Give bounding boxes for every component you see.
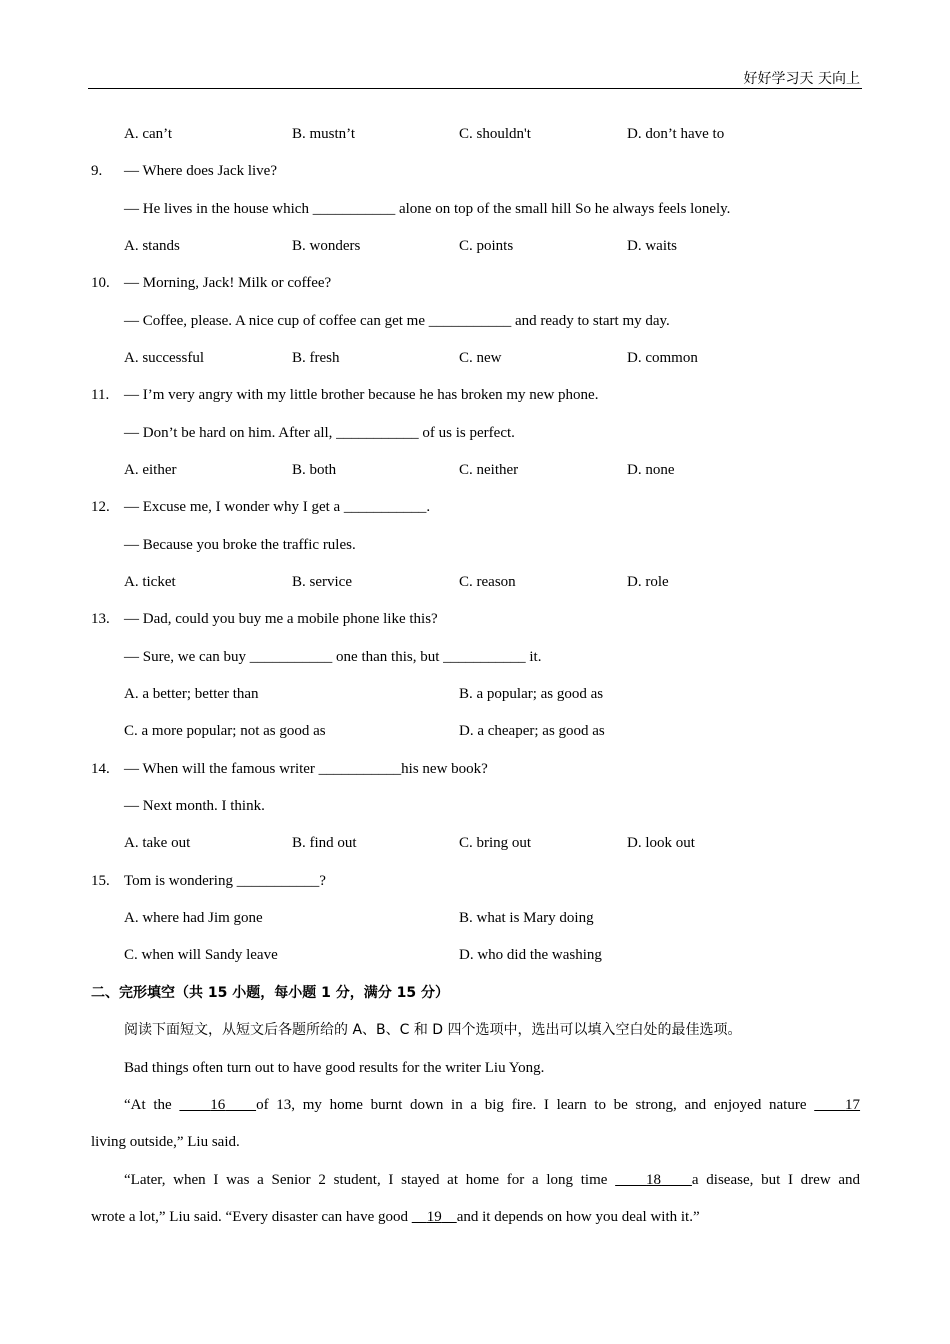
option-b: B. a popular; as good as — [459, 686, 604, 702]
passage-line — [91, 1207, 700, 1227]
question-number: 11. — [91, 387, 110, 403]
option-c: C. neither — [459, 462, 519, 478]
option-d: D. waits — [627, 238, 677, 254]
passage-text: of 13, my home burnt down in a big fire. I learn to be strong, and enjoyed nature — [256, 1097, 807, 1113]
option-a: A. stands — [124, 238, 180, 254]
question-line: Tom is wondering ___________? — [124, 873, 326, 889]
option-d: D. who did the washing — [459, 947, 602, 963]
option-d: D. common — [627, 350, 698, 366]
option-b: B. what is Mary doing — [459, 910, 594, 926]
question-line: — Sure, we can buy ___________ one than this, but ___________ it. — [124, 649, 542, 665]
option-b: B. both — [292, 462, 337, 478]
question-line: — Coffee, please. A nice cup of coffee can get me ___________ and ready to start my day. — [124, 313, 670, 329]
passage-text: wrote a lot,” Liu said. “Every disaster can have good — [91, 1209, 408, 1225]
option-d: D. a cheaper; as good as — [459, 723, 605, 739]
option-c: C. new — [459, 350, 502, 366]
option-a: A. successful — [124, 350, 204, 366]
option-a: A. take out — [124, 835, 191, 851]
section-instruction: 阅读下面短文，从短文后各题所给的 A、B、C 和 D 四个选项中，选出可以填入空白处的最佳选项。 — [124, 1022, 742, 1038]
blank-number: 19 — [426, 1209, 442, 1225]
passage-paragraph: Bad things often turn out to have good results for the writer Liu Yong. — [124, 1060, 545, 1076]
question-number: 14. — [91, 761, 110, 777]
option-c: C. bring out — [459, 835, 532, 851]
blank-16 — [179, 1097, 256, 1113]
question-line: — Because you broke the traffic rules. — [124, 537, 356, 553]
question-line: — Don’t be hard on him. After all, ___________ of us is perfect. — [124, 425, 515, 441]
question-number: 12. — [91, 499, 110, 515]
question-line: — Morning, Jack! Milk or coffee? — [124, 275, 332, 291]
option-d: D. role — [627, 574, 669, 590]
question-line: — Dad, could you buy me a mobile phone like this? — [124, 611, 438, 627]
option-c: C. a more popular; not as good as — [124, 723, 326, 739]
option-d: D. look out — [627, 835, 695, 851]
question-line: — I’m very angry with my little brother because he has broken my new phone. — [124, 387, 599, 403]
question-number: 10. — [91, 275, 110, 291]
blank-number: 17 — [845, 1097, 861, 1113]
option-a: A. can’t — [124, 126, 173, 142]
passage-line — [124, 1095, 860, 1115]
blank-number: 16 — [210, 1097, 226, 1113]
question-line: — Next month. I think. — [124, 798, 265, 814]
header-motto: 好好学习天 天向上 — [743, 71, 860, 87]
question-line: — He lives in the house which ___________ alone on top of the small hill So he always feels lonely. — [124, 201, 731, 217]
option-c: C. when will Sandy leave — [124, 947, 278, 963]
option-c: C. shouldn't — [459, 126, 531, 142]
option-b: B. fresh — [292, 350, 340, 366]
option-a: A. a better; better than — [124, 686, 259, 702]
passage-text: “Later, when I was a Senior 2 student, I stayed at home for a long time — [124, 1172, 608, 1188]
question-number: 15. — [91, 873, 110, 889]
section-title: 二、完形填空（共 15 小题，每小题 1 分，满分 15 分） — [91, 985, 449, 1001]
question-number: 13. — [91, 611, 110, 627]
header-divider — [88, 88, 862, 89]
option-b: B. wonders — [292, 238, 361, 254]
question-line: — Where does Jack live? — [124, 163, 277, 179]
blank-number: 18 — [646, 1172, 662, 1188]
option-c: C. reason — [459, 574, 516, 590]
option-a: A. ticket — [124, 574, 176, 590]
blank-17 — [814, 1097, 860, 1113]
question-line: — Excuse me, I wonder why I get a ___________. — [124, 499, 431, 515]
passage-line — [124, 1170, 860, 1190]
option-a: A. where had Jim gone — [124, 910, 263, 926]
blank-18 — [615, 1172, 692, 1188]
passage-text: “At the — [124, 1097, 172, 1113]
question-number: 9. — [91, 163, 103, 179]
passage-text: a disease, but I drew and — [691, 1172, 861, 1188]
option-c: C. points — [459, 238, 514, 254]
option-d: D. don’t have to — [627, 126, 725, 142]
option-b: B. find out — [292, 835, 357, 851]
option-a: A. either — [124, 462, 177, 478]
option-b: B. service — [292, 574, 352, 590]
blank-19 — [412, 1209, 457, 1225]
passage-text: and it depends on how you deal with it.” — [456, 1209, 700, 1225]
option-d: D. none — [627, 462, 675, 478]
passage-line: living outside,” Liu said. — [91, 1134, 240, 1150]
question-line: — When will the famous writer ___________his new book? — [124, 761, 488, 777]
option-b: B. mustn’t — [292, 126, 356, 142]
